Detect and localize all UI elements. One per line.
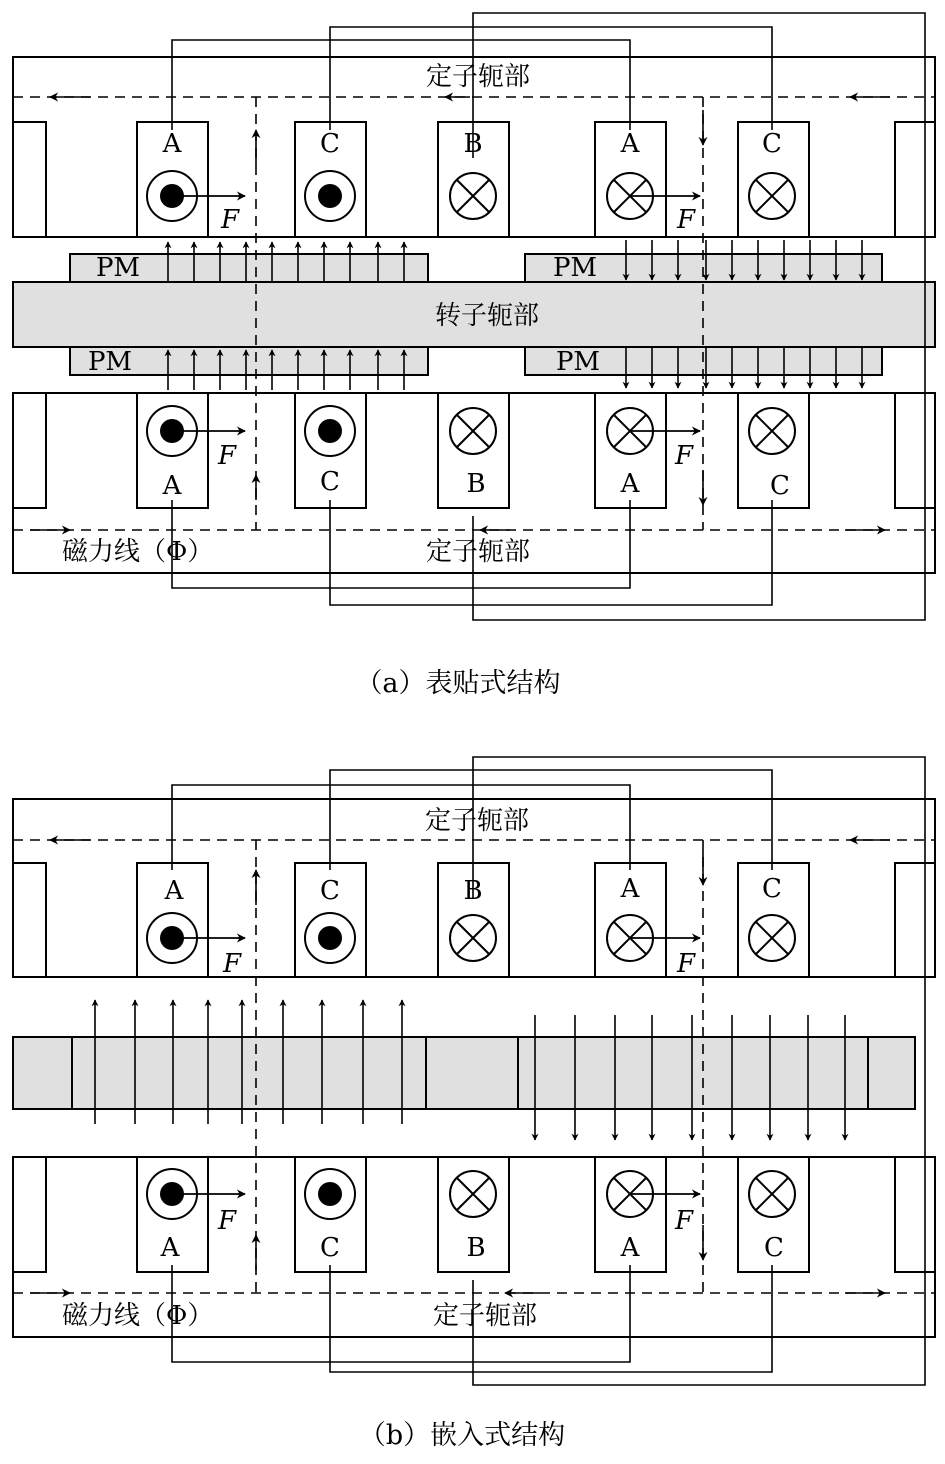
caption: （b）嵌入式结构 xyxy=(358,1420,566,1451)
phase-label: A xyxy=(620,1233,640,1263)
stator-end-slot xyxy=(13,393,46,508)
cross-conductor xyxy=(450,1171,496,1217)
dot-conductor xyxy=(305,406,355,456)
force-label: F xyxy=(674,441,694,471)
pm-label: PM xyxy=(95,253,141,283)
panel-a xyxy=(13,13,935,699)
phase-label: A xyxy=(620,469,640,499)
phase-label: B xyxy=(463,129,483,159)
stator-end-slot xyxy=(13,863,46,977)
phase-label: A xyxy=(160,1233,180,1263)
dot-conductor xyxy=(305,1169,355,1219)
force-label: F xyxy=(217,1206,237,1236)
phase-label: C xyxy=(320,1233,340,1263)
dot-conductor xyxy=(305,171,355,221)
phase-label: B xyxy=(463,876,483,906)
pm-label: PM xyxy=(87,347,133,377)
phase-label: B xyxy=(466,1233,486,1263)
cross-conductor xyxy=(749,173,795,219)
cross-conductor xyxy=(749,408,795,454)
phase-label: A xyxy=(162,129,182,159)
force-label: F xyxy=(222,949,242,979)
flux-line-label: 磁力线（Φ） xyxy=(62,537,214,567)
stator-end-slot xyxy=(895,863,935,977)
cross-conductor xyxy=(749,915,795,961)
force-label: F xyxy=(676,949,696,979)
stator-yoke-label: 定子轭部 xyxy=(432,1301,538,1331)
phase-label: C xyxy=(764,1233,784,1263)
rotor-yoke-label: 转子轭部 xyxy=(434,301,540,331)
phase-label: A xyxy=(620,129,640,159)
phase-label: C xyxy=(320,467,340,497)
phase-label: A xyxy=(162,471,182,501)
phase-label: A xyxy=(164,876,184,906)
panel-b xyxy=(13,757,935,1451)
cross-conductor xyxy=(450,915,496,961)
stator-end-slot xyxy=(895,1157,935,1272)
cross-conductor xyxy=(749,1171,795,1217)
phase-label: C xyxy=(762,874,782,904)
force-label: F xyxy=(674,1206,694,1236)
cross-conductor xyxy=(450,173,496,219)
flux-line-label: 磁力线（Φ） xyxy=(62,1301,214,1331)
phase-label: C xyxy=(762,129,782,159)
dot-conductor xyxy=(305,913,355,963)
stator-end-slot xyxy=(13,1157,46,1272)
stator-yoke-label: 定子轭部 xyxy=(425,537,531,567)
force-label: F xyxy=(220,205,240,235)
cross-conductor xyxy=(450,408,496,454)
phase-label: C xyxy=(770,471,790,501)
stator-yoke-label: 定子轭部 xyxy=(424,806,530,836)
phase-label: A xyxy=(620,874,640,904)
phase-label: C xyxy=(320,129,340,159)
force-label: F xyxy=(676,205,696,235)
stator-end-slot xyxy=(895,122,935,237)
embedded-pm xyxy=(72,1037,426,1109)
caption: （a）表贴式结构 xyxy=(355,668,561,699)
embedded-pm xyxy=(518,1037,868,1109)
phase-label: C xyxy=(320,876,340,906)
phase-label: B xyxy=(466,469,486,499)
pm-label: PM xyxy=(552,253,598,283)
force-label: F xyxy=(217,441,237,471)
stator-end-slot xyxy=(13,122,46,237)
pm-label: PM xyxy=(555,347,601,377)
stator-end-slot xyxy=(895,393,935,508)
stator-yoke-label: 定子轭部 xyxy=(425,62,531,92)
